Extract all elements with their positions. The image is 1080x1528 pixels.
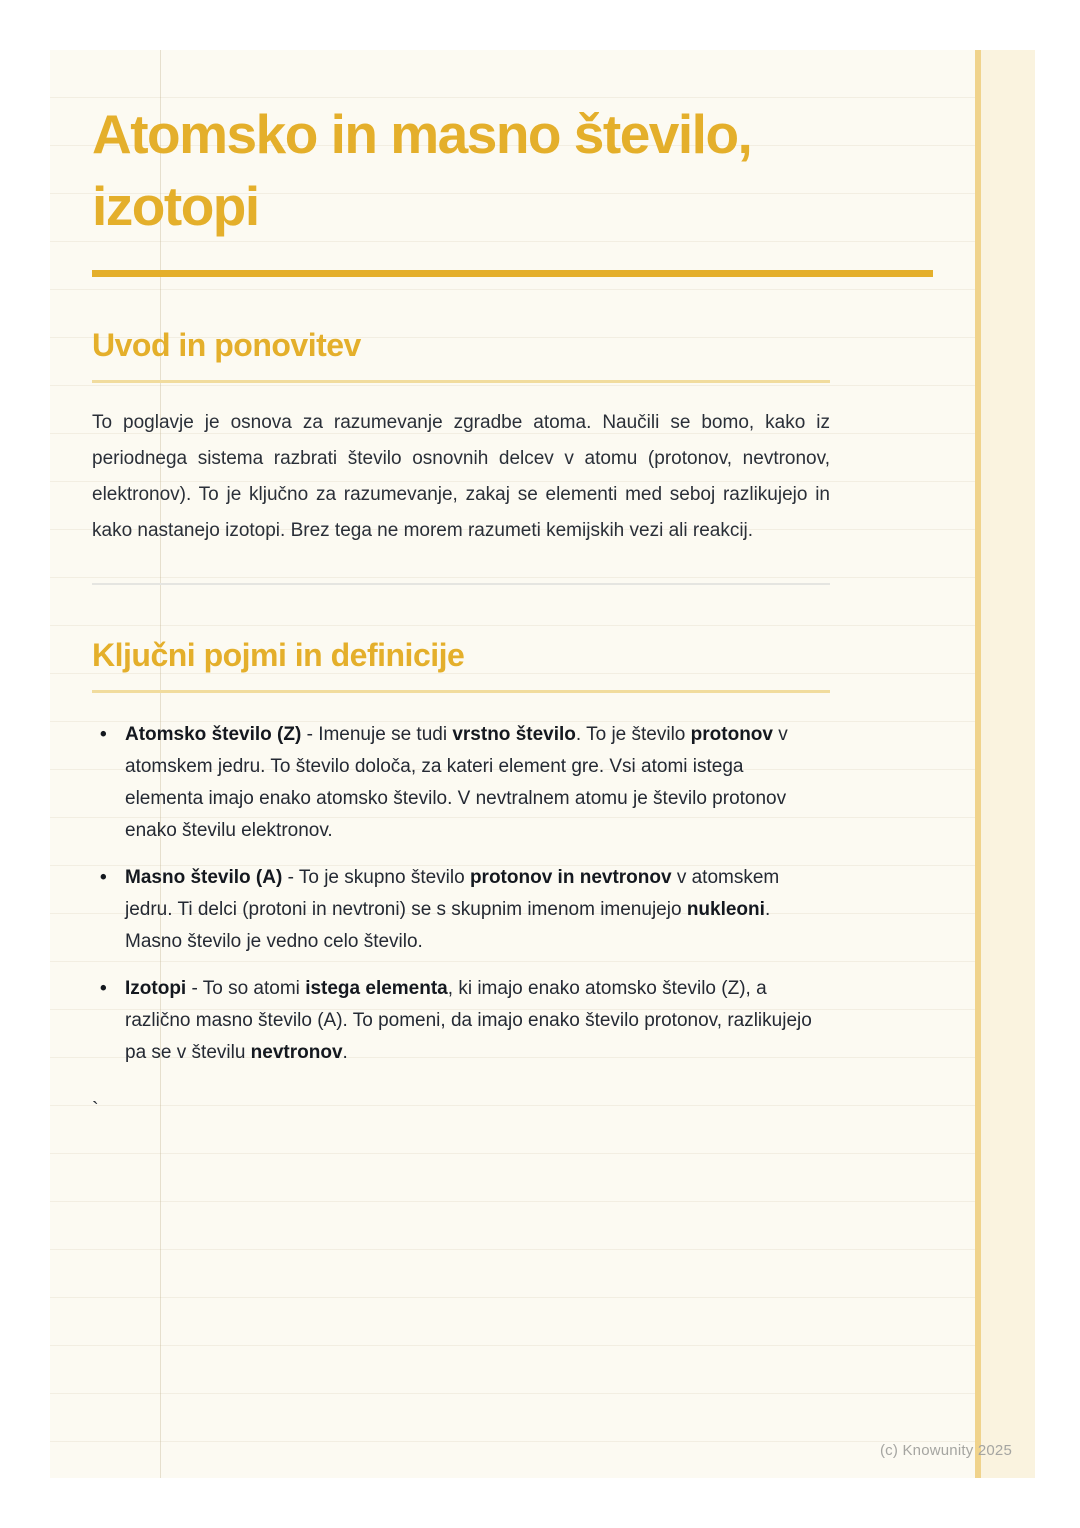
list-item: • Atomsko število (Z) - Imenuje se tudi vrstno število. To je število protonov v atomskem jedru. To število določa, za kateri element gre. Vsi atomi istega elementa imajo enako atomsko število. V nevtralnem atomu je število protonov enako številu elektronov. (92, 719, 822, 847)
stray-backtick: ` (92, 1099, 99, 1121)
page-title-line2: izotopi (92, 175, 259, 237)
page-title (92, 98, 852, 242)
page-content (92, 98, 852, 1122)
key-terms-list (92, 719, 822, 1069)
title-underline (92, 270, 933, 277)
right-accent-band (981, 50, 1035, 1478)
section-key-terms-heading: Ključni pojmi in definicije (92, 637, 465, 673)
section-key-terms-underline (92, 690, 830, 693)
list-item: • Izotopi - To so atomi istega elementa, ki imajo enako atomsko število (Z), a različno masno število (A). To pomeni, da imajo enako število protonov, razlikujejo pa se v številu nevtronov. (92, 973, 822, 1069)
list-item: • Masno število (A) - To je skupno število protonov in nevtronov v atomskem jedru. Ti delci (protoni in nevtroni) se s skupnim imenom imenujejo nukleoni. Masno število je vedno celo število. (92, 862, 822, 958)
section-intro-underline (92, 380, 830, 383)
section-intro (92, 327, 852, 549)
intro-paragraph: To poglavje je osnova za razumevanje zgradbe atoma. Naučili se bomo, kako iz periodnega sistema razbrati število osnovnih delcev v atomu (protonov, nevtronov, elektronov). To je ključno za razumevanje, zakaj se elementi med seboj razlikujejo in kako nastanejo izotopi. Brez tega ne morem razumeti kemijskih vezi ali reakcij. (92, 412, 830, 541)
document-page (50, 50, 981, 1478)
copyright-footer: (c) Knowunity 2025 (879, 1442, 1012, 1459)
section-divider (92, 583, 830, 585)
page-title-line1: Atomsko in masno število, (92, 103, 752, 165)
section-intro-heading: Uvod in ponovitev (92, 327, 361, 363)
section-key-terms (92, 637, 852, 1069)
